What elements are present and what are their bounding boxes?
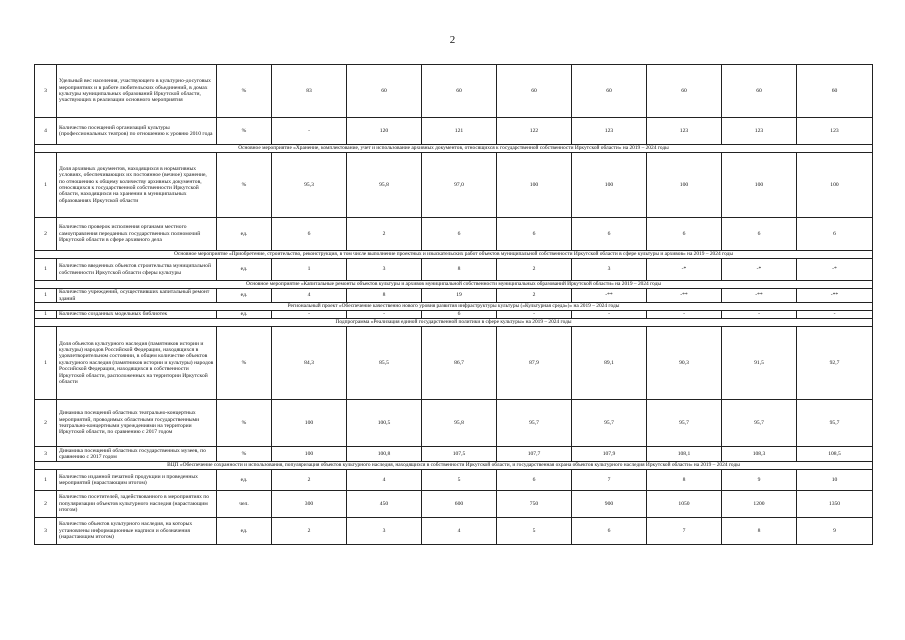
value-cell: 100	[797, 153, 873, 218]
unit-cell: %	[217, 153, 272, 218]
value-cell: 4	[422, 518, 497, 545]
value-cell: 123	[722, 118, 797, 145]
indicator-name: Доля архивных документов, находящихся в нормативных условиях, обеспечивающих их постоянное (вечное) хранение, по отношению к общему количеству архивных документов, относящихся к государственной собственности Иркутской области, находящихся на хранении в муниципальных образованиях Иркутской области	[57, 153, 217, 218]
value-cell: 900	[572, 491, 647, 518]
value-cell: 8	[722, 518, 797, 545]
table-row	[35, 259, 873, 281]
value-cell: -	[797, 311, 873, 319]
indicator-name: Количество посетителей, задействованного в мероприятиях по популяризации объектов культурного наследия (нарастающим итогом)	[57, 491, 217, 518]
table-row	[35, 491, 873, 518]
value-cell: 2	[497, 259, 572, 281]
value-cell: 60	[497, 65, 572, 118]
value-cell: -*	[722, 259, 797, 281]
section-header-row	[35, 145, 873, 153]
value-cell: 4	[272, 289, 347, 303]
value-cell: -	[497, 311, 572, 319]
indicator-name: Количество введенных объектов строительства муниципальной собственности Иркутской области сферы культуры	[57, 259, 217, 281]
row-number: 4	[35, 118, 57, 145]
unit-cell: %	[217, 118, 272, 145]
value-cell: -	[572, 311, 647, 319]
table-body	[35, 65, 873, 545]
value-cell: 6	[497, 470, 572, 491]
value-cell: 6	[797, 218, 873, 251]
value-cell: 108,5	[797, 447, 873, 462]
value-cell: 100,8	[347, 447, 422, 462]
table-row	[35, 218, 873, 251]
value-cell: 60	[347, 65, 422, 118]
row-number: 1	[35, 153, 57, 218]
row-number: 3	[35, 447, 57, 462]
value-cell: -	[722, 311, 797, 319]
value-cell: 92,7	[797, 327, 873, 400]
value-cell: 85,5	[347, 327, 422, 400]
unit-cell: ед.	[217, 289, 272, 303]
indicator-name: Удельный вес населения, участвующего в культурно-досуговых мероприятиях и в работе любительских объединений, в домах культуры муниципальных образований Иркутской области, участвующих в реализации основного мероприятия	[57, 65, 217, 118]
value-cell: 1350	[797, 491, 873, 518]
value-cell: 6	[572, 518, 647, 545]
value-cell: 95,8	[347, 153, 422, 218]
value-cell: 6	[422, 311, 497, 319]
indicator-name: Доля объектов культурного наследия (памятников истории и культуры) народов Российской Федерации, находящихся в удовлетворительном состоянии, в общем количестве объектов культурного наследия (памятников истории и культуры) народов Российской Федерации, находящихся в собственности Иркутской области, расположенных на территории Иркутской области	[57, 327, 217, 400]
indicators-table	[34, 64, 873, 545]
value-cell: 86,7	[422, 327, 497, 400]
indicator-name: Количество проверок исполнения органами местного самоуправления переданных государственных полномочий Иркутской области в сфере архивного дела	[57, 218, 217, 251]
unit-cell: %	[217, 65, 272, 118]
value-cell: -	[272, 311, 347, 319]
value-cell: 6	[272, 218, 347, 251]
table-row	[35, 153, 873, 218]
value-cell: 100	[647, 153, 722, 218]
value-cell: -*	[797, 259, 873, 281]
table-row	[35, 447, 873, 462]
value-cell: 123	[572, 118, 647, 145]
row-number: 2	[35, 218, 57, 251]
value-cell: 4	[347, 470, 422, 491]
value-cell: 95,8	[422, 400, 497, 447]
value-cell: 600	[422, 491, 497, 518]
unit-cell: ед.	[217, 470, 272, 491]
value-cell: 6	[497, 218, 572, 251]
value-cell: 750	[497, 491, 572, 518]
value-cell: 60	[572, 65, 647, 118]
section-header-row	[35, 462, 873, 470]
value-cell: 60	[422, 65, 497, 118]
value-cell: -**	[572, 289, 647, 303]
value-cell: 2	[497, 289, 572, 303]
table-row	[35, 118, 873, 145]
table-row	[35, 327, 873, 400]
value-cell: 5	[422, 470, 497, 491]
indicator-name: Количество посещений организаций культуры (профессиональных театров) по отношению к уровню 2010 года	[57, 118, 217, 145]
value-cell: 6	[422, 218, 497, 251]
value-cell: 95,7	[797, 400, 873, 447]
section-header-row	[35, 281, 873, 289]
value-cell: 95,7	[722, 400, 797, 447]
value-cell: 6	[572, 218, 647, 251]
value-cell: 19	[422, 289, 497, 303]
row-number: 1	[35, 259, 57, 281]
value-cell: -**	[797, 289, 873, 303]
value-cell: 89,1	[572, 327, 647, 400]
value-cell: 100,5	[347, 400, 422, 447]
value-cell: 2	[347, 218, 422, 251]
value-cell: 100	[722, 153, 797, 218]
value-cell: 87,9	[497, 327, 572, 400]
value-cell: 95,7	[497, 400, 572, 447]
value-cell: 60	[647, 65, 722, 118]
value-cell: 7	[647, 518, 722, 545]
unit-cell: чел.	[217, 491, 272, 518]
value-cell: 122	[497, 118, 572, 145]
value-cell: -	[272, 118, 347, 145]
value-cell: 10	[797, 470, 873, 491]
table-row	[35, 311, 873, 319]
value-cell: 7	[572, 470, 647, 491]
value-cell: 300	[272, 491, 347, 518]
value-cell: 60	[722, 65, 797, 118]
value-cell: 6	[722, 218, 797, 251]
value-cell: 108,1	[647, 447, 722, 462]
value-cell: -	[347, 311, 422, 319]
value-cell: 8	[347, 289, 422, 303]
indicator-name: Количество изданной печатной продукции и проведенных мероприятий (нарастающим итогом)	[57, 470, 217, 491]
page-number: 2	[449, 34, 456, 46]
value-cell: -*	[647, 259, 722, 281]
value-cell: 83	[272, 65, 347, 118]
value-cell: 95,7	[647, 400, 722, 447]
value-cell: 5	[497, 518, 572, 545]
indicator-name: Динамика посещений областных театрально-концертных мероприятий, проводимых областными государственными театрально-концертными учреждениями на территории Иркутской области, по сравнению с 2017 годом	[57, 400, 217, 447]
table-row	[35, 289, 873, 303]
unit-cell: ед.	[217, 218, 272, 251]
value-cell: 3	[572, 259, 647, 281]
unit-cell: ед.	[217, 259, 272, 281]
value-cell: 84,3	[272, 327, 347, 400]
value-cell: 107,5	[422, 447, 497, 462]
value-cell: 100	[272, 447, 347, 462]
value-cell: 1050	[647, 491, 722, 518]
section-title: Основное мероприятие «Хранение, комплектование, учет и использование архивных документов, относящихся к государственной собственности Иркутской области» на 2019 – 2024 годы	[35, 145, 873, 153]
value-cell: 97,0	[422, 153, 497, 218]
value-cell: 6	[647, 218, 722, 251]
row-number: 1	[35, 327, 57, 400]
indicator-name: Динамика посещений областных государственных музеев, по сравнению с 2017 годом	[57, 447, 217, 462]
value-cell: 108,3	[722, 447, 797, 462]
unit-cell: %	[217, 447, 272, 462]
table-row	[35, 518, 873, 545]
value-cell: 95,3	[272, 153, 347, 218]
section-title: Основное мероприятие «Капитальные ремонты объектов культуры и архивов муниципальной собственности муниципальных образований Иркутской области» на 2019 – 2024 годы	[35, 281, 873, 289]
table-row	[35, 65, 873, 118]
table-row	[35, 400, 873, 447]
value-cell: 95,7	[572, 400, 647, 447]
value-cell: 9	[722, 470, 797, 491]
unit-cell: ед.	[217, 311, 272, 319]
value-cell: -	[647, 311, 722, 319]
value-cell: 3	[347, 518, 422, 545]
row-number: 2	[35, 491, 57, 518]
row-number: 2	[35, 400, 57, 447]
section-header-row	[35, 319, 873, 327]
row-number: 1	[35, 289, 57, 303]
value-cell: 123	[797, 118, 873, 145]
value-cell: 2	[272, 470, 347, 491]
row-number: 1	[35, 311, 57, 319]
row-number: 3	[35, 65, 57, 118]
section-title: Подпрограмма «Реализация единой государственной политики в сфере культуры» на 2019 – 2024 годы	[35, 319, 873, 327]
indicator-name: Количество созданных модельных библиотек	[57, 311, 217, 319]
value-cell: 1	[272, 259, 347, 281]
value-cell: 2	[272, 518, 347, 545]
value-cell: 100	[272, 400, 347, 447]
value-cell: 1200	[722, 491, 797, 518]
value-cell: 121	[422, 118, 497, 145]
section-header-row	[35, 303, 873, 311]
value-cell: 450	[347, 491, 422, 518]
value-cell: 123	[647, 118, 722, 145]
value-cell: 3	[347, 259, 422, 281]
indicator-name: Количество объектов культурного наследия, на которых установлены информационные надписи и обозначения (нарастающим итогом)	[57, 518, 217, 545]
table-row	[35, 470, 873, 491]
indicator-name: Количество учреждений, осуществивших капитальный ремонт зданий	[57, 289, 217, 303]
unit-cell: %	[217, 400, 272, 447]
value-cell: 107,7	[497, 447, 572, 462]
section-title: ВЦП «Обеспечение сохранности и использования, популяризация объектов культурного наследия, находящихся в собственности Иркутской области, и государственная охрана объектов культурного наследия Иркутской области» на 2019 – 2024 годы	[35, 462, 873, 470]
value-cell: 8	[647, 470, 722, 491]
section-title: Основное мероприятие «Приобретение, строительство, реконструкция, в том числе выполнение проектных и изыскательских работ объектов муниципальной собственности Иркутской области в сфере культуры и архивов» на 2019 – 2024 годы	[35, 251, 873, 259]
value-cell: 120	[347, 118, 422, 145]
value-cell: 100	[572, 153, 647, 218]
value-cell: 107,9	[572, 447, 647, 462]
row-number: 1	[35, 470, 57, 491]
value-cell: 91,5	[722, 327, 797, 400]
value-cell: 60	[797, 65, 873, 118]
value-cell: 9	[797, 518, 873, 545]
unit-cell: ед.	[217, 518, 272, 545]
value-cell: 100	[497, 153, 572, 218]
section-title: Региональный проект «Обеспечение качественно нового уровня развития инфраструктуры культуры («Культурная среда»)» на 2019 – 2024 годы	[35, 303, 873, 311]
row-number: 3	[35, 518, 57, 545]
value-cell: 90,3	[647, 327, 722, 400]
value-cell: -**	[722, 289, 797, 303]
value-cell: 8	[422, 259, 497, 281]
value-cell: -**	[647, 289, 722, 303]
unit-cell: %	[217, 327, 272, 400]
section-header-row	[35, 251, 873, 259]
